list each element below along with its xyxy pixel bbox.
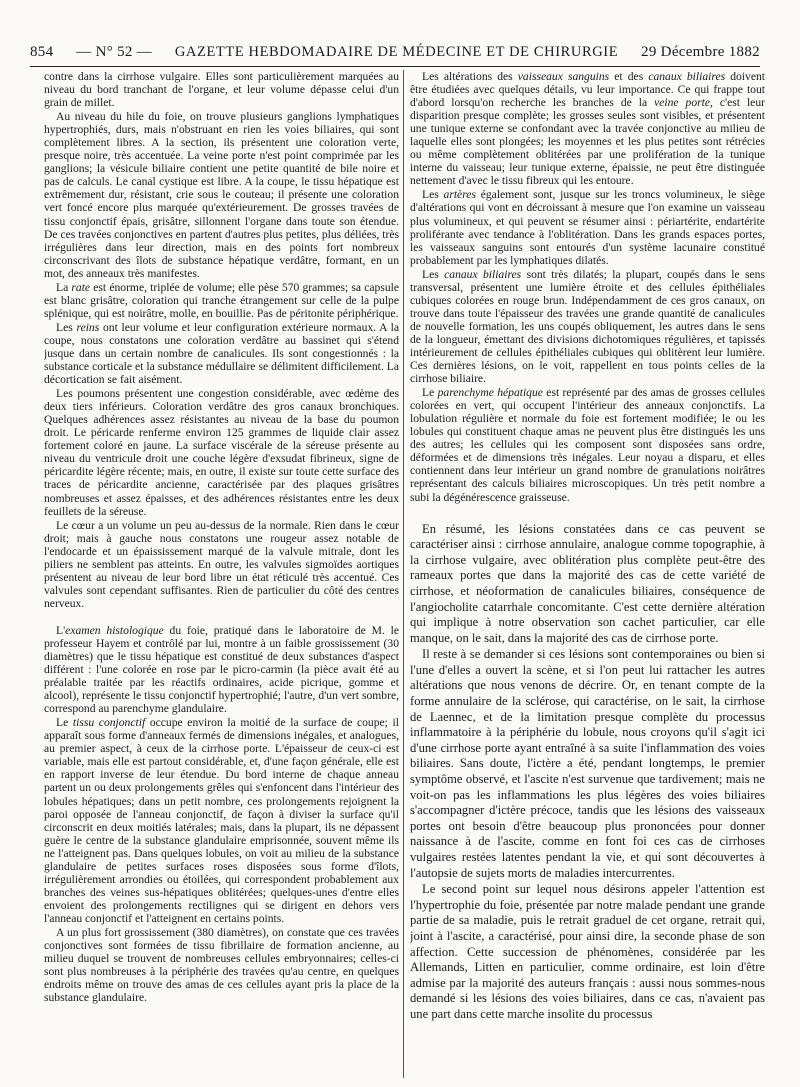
paragraph: Le parenchyme hépatique est représenté par des amas de grosses cellules colorées en vert, qui occupent l'intérieur des anneaux conjonctifs. La lobulation régulière et normale du foie est fortement modifiée; le ou les lobules qui constituent chaque amas ne peuvent plus être distingués les uns des autres; les cellules qui les composent sont disposées sans ordre, déformées et de dimensions très inégales. Leur noyau a disparu, et elles contiennent dans leur intérieur un grand nombre de granulations noirâtres représentant des calculs biliaires microscopiques. Un très petit nombre a subi la dégénérescence graisseuse.: [410, 386, 765, 504]
header-rule: [30, 66, 760, 67]
paragraph: En résumé, les lésions constatées dans ce cas peuvent se caractériser ainsi : cirrhose annulaire, analogue comme topographie, à la cirrhose vulgaire, avec oblitération plus complète peut-être des rameaux portes que dans la majorité des cas de cette variété de cirrhose, et néoformation de canalicules biliaires, conséquence de l'angiocholite catarrhale concomitante. C'est cette dernière altération qui implique à notre observation son cachet particulier, car elle manque, on le sait, dans la majorité des cas de cirrhose porte.: [410, 521, 765, 645]
paragraph: La rate est énorme, triplée de volume; elle pèse 570 grammes; sa capsule est blanc grisâtre, coloration qui tranche étrangement sur celle de la pulpe splénique, qui est noirâtre, molle, en bouillie. Pas de péritonite périphérique.: [44, 280, 399, 320]
emphasis: artères: [443, 188, 476, 202]
emphasis: veine porte: [654, 96, 711, 110]
emphasis: examen histologique: [65, 623, 164, 637]
paragraph: L'examen histologique du foie, pratiqué dans le laboratoire de M. le professeur Hayem et contrôlé par lui, montre à un faible grossissement (30 diamètres) que le tissu hépatique est constitué de deux substances d'aspect différent : l'une colorée en rose par le picro-carmin (la pièce avait été au préalable traitée par les réactifs ordinaires, acide picrique, gomme et alcool), représente le tissu conjonctif hypertrophié; l'autre, d'un vert sombre, correspond au parenchyme glandulaire.: [44, 623, 399, 716]
paragraph: Le cœur a un volume un peu au-dessus de la normale. Rien dans le cœur droit; mais à gauche nous constatons une rougeur assez notable de l'endocarde et un épaississement marqué de la valvule mitrale, dont les piliers ne semblent pas atteints. En outre, les valvules sigmoïdes aortiques présentent au niveau de leur bord libre un état réticulé très accentué. Ces valvules sont cependant suffisantes. Rien de particulier du côté des centres nerveux.: [44, 518, 399, 610]
right-column: [410, 70, 765, 1080]
paragraph: contre dans la cirrhose vulgaire. Elles sont particulièrement marquées au niveau du bord tranchant de l'organe, et leur volume dépasse celui d'un grain de millet.: [44, 70, 399, 110]
emphasis: vaisseaux sanguins: [517, 70, 610, 83]
emphasis: tissu conjonctif: [72, 716, 146, 730]
section-gap: [44, 610, 399, 624]
paragraph: Il reste à se demander si ces lésions sont contemporaines ou bien si l'une d'elles a ouvert la scène, et si l'on peut lui rattacher les autres altérations que nous venons de décrire. Or, en tenant compte de la forme annulaire de la sclérose, qui caractérise, on le sait, la cirrhose de Laennec, et de la limitation presque complète du processus inflammatoire à la périphérie du lobule, nous croyons qu'il s'agit ici d'une cirrhose porte ayant entraîné à sa suite l'inflammation des voies biliaires. Sans doute, l'ictère a été, pendant longtemps, le premier symptôme observé, et l'ascite n'est survenue que tardivement; mais ne voit-on pas les inflammations les plus légères des voies biliaires s'accompagner d'ictère précoce, tandis que les lésions des vaisseaux portes ont besoin d'être beaucoup plus prononcées pour donner naissance à de l'ascite, comme en font foi ces cas de cirrhoses vulgaires restées latentes pendant la vie, et qui sont découvertes à l'autopsie de sujets morts de maladies intercurrentes.: [410, 647, 765, 880]
paragraph: Les canaux biliaires sont très dilatés; la plupart, coupés dans le sens transversal, présentent une lumière étroite et des cellules épithéliales cubiques colorées en rouge brun. Indépendamment de ces gros canaux, on trouve dans toute l'épaisseur des travées une grande quantité de canalicules de nouvelle formation, les uns coupés obliquement, les autres dans le sens de la longueur, émettant des divisions dichotomiques régulières, et tapissés intérieurement de cellules épithéliales cubiques qui oblitèrent leur lumière. Ces dernières lésions, on le voit, rappellent en tous points celles de la cirrhose biliaire.: [410, 267, 765, 386]
emphasis: parenchyme hépatique: [437, 386, 543, 400]
paragraph: A un plus fort grossissement (380 diamètres), on constate que ces travées conjonctives sont formées de tissu fibrillaire de formation ancienne, au milieu duquel se trouvent de nombreuses cellules embryonnaires; celles-ci sont plus nombreuses à la périphérie des travées qu'au centre, en quelques endroits même on trouve des amas de ces cellules ayant pris la place de la substance glandulaire.: [44, 926, 399, 1005]
emphasis: reins: [76, 320, 100, 334]
page-header: [30, 44, 760, 64]
journal-title: GAZETTE HEBDOMADAIRE DE MÉDECINE ET DE CHIRURGIE: [174, 44, 619, 60]
left-column: [44, 70, 399, 1080]
paragraph: Les artères également sont, jusque sur les troncs volumineux, le siège d'altérations qui vont en décroissant à mesure que l'on examine un vaisseau plus volumineux, et qui peuvent se résumer ainsi : périartérite, endartérite proliférante avec tendance à l'oblitération. Dans les grands espaces portes, les vaisseaux sanguins sont entourés d'un système lacunaire constitué probablement par les lymphatiques dilatés.: [410, 188, 765, 267]
issue-date: 29 Décembre 1882: [641, 44, 760, 60]
emphasis: rate: [71, 280, 91, 294]
column-divider: [403, 70, 404, 1078]
section-gap: [410, 504, 765, 522]
paragraph: Les poumons présentent une congestion considérable, avec œdème des deux tiers inférieurs. Coloration verdâtre des gros canaux bronchiques. Quelques adhérences assez résistantes au niveau de la base du poumon droit. Le péricarde renferme environ 125 grammes de liquide clair assez fortement coloré en jaune. La surface viscérale de la séreuse présente au niveau du ventricule droit une couche légère d'exsudat fibrineux, signe de péricardite légère récente; mais, en outre, il existe sur toute cette surface des traces de péricardite ancienne, caractérisée par des plaques grisâtres nombreuses et assez épaisses, et des adhérences résistantes entre les deux feuillets de la séreuse.: [44, 387, 399, 518]
emphasis: canaux biliaires: [444, 267, 522, 281]
paragraph: Les reins ont leur volume et leur configuration extérieure normaux. A la coupe, nous constatons une coloration verdâtre au bassinet qui s'étend jusque dans un certain nombre de canalicules. Ils sont congestionnés : la substance corticale et la substance médullaire se délimitent difficilement. La décortication se fait aisément.: [44, 320, 399, 387]
page-number: 854: [30, 44, 54, 60]
paragraph: Au niveau du hile du foie, on trouve plusieurs ganglions lymphatiques hypertrophiés, durs, mais n'obstruant en rien les voies biliaires, qui sont complètement libres. A la section, ils présentent une coloration verte, presque noire, très accentuée. La veine porte n'est point comprimée par les ganglions; la vésicule biliaire contient une petite quantité de bile noire et pas de calculs. Le canal cystique est libre. A la coupe, le tissu hépatique est extrêmement dur, résistant, crie sous le couteau; il présente une coloration vert foncé encore plus marquée qu'extérieurement. De grosses travées de tissu conjonctif épais, grisâtre, sillonnent l'organe dans toute son étendue. De ces travées conjonctives en partent d'autres plus petites, plus déliées, très irrégulières dans leur direction, mais en des points fort nombreux circonscrivant des îlots de substance hépatique verdâtre, formant, en un mot, des anneaux très manifestes.: [44, 110, 399, 280]
paragraph: Les altérations des vaisseaux sanguins et des canaux biliaires doivent être étudiées avec quelques détails, vu leur importance. Ce qui frappe tout d'abord lorsqu'on recherche les branches de la veine porte, c'est leur disparition presque complète; les grosses seules sont visibles, et présentent une tunique externe se confondant avec la travée conjonctive au milieu de laquelle elles sont plongées; les moyennes et les plus petites sont rétrécies ou même complètement oblitérées par une prolifération de la tunique interne du vaisseau; leur tunique externe, épaissie, ne peut être distinguée nettement d'avec le tissu fibreux qui les entoure.: [410, 70, 765, 188]
emphasis: canaux biliaires: [648, 70, 726, 83]
paragraph: Le tissu conjonctif occupe environ la moitié de la surface de coupe; il apparaît sous forme d'anneaux fermés de dimensions inégales, et analogues, au premier aspect, à ceux de la cirrhose porte. L'épaisseur de ceux-ci est variable, mais elle est partout considérable, et, d'une façon générale, elle est en rapport inverse de leur étendue. Du bord interne de chaque anneau partent un ou deux prolongements grêles qui s'enfoncent dans l'intérieur des lobules hépatiques; dans un petit nombre, ces prolongements rejoignent la paroi opposée de l'anneau conjonctif, de façon à diviser la surface qu'il circonscrit en deux moitiés latérales; mais, dans la plupart, ils ne dépassent guère le centre de la substance glandulaire emprisonnée, souvent même ils ne l'atteignent pas. Dans quelques lobules, on voit au milieu de la substance glandulaire de petites surfaces roses disposées sous forme d'îlots, irrégulièrement arrondies ou étoilées, qui correspondent probablement aux branches des veines sus-hépatiques oblitérées; quelques-unes d'entre elles envoient des prolongements rectilignes qui se dirigent en dehors vers l'anneau conjonctif et l'atteignent en certains points.: [44, 716, 399, 925]
issue-number: — N° 52 —: [76, 44, 153, 60]
paragraph: Le second point sur lequel nous désirons appeler l'attention est l'hypertrophie du foie, présentée par notre malade pendant une grande partie de sa maladie, puis le retrait graduel de cet organe, retrait qui, joint à l'ascite, a caractérisé, pour ainsi dire, la seconde phase de son affection. Cette succession de phénomènes, considérée par les Allemands, Litten en particulier, comme ordinaire, est loin d'être admise par la majorité des auteurs français : aussi nous sommes-nous demandé si les lésions des voies biliaires, dans ce cas, n'avaient pas une part dans cette marche insolite du processus: [410, 882, 765, 1021]
